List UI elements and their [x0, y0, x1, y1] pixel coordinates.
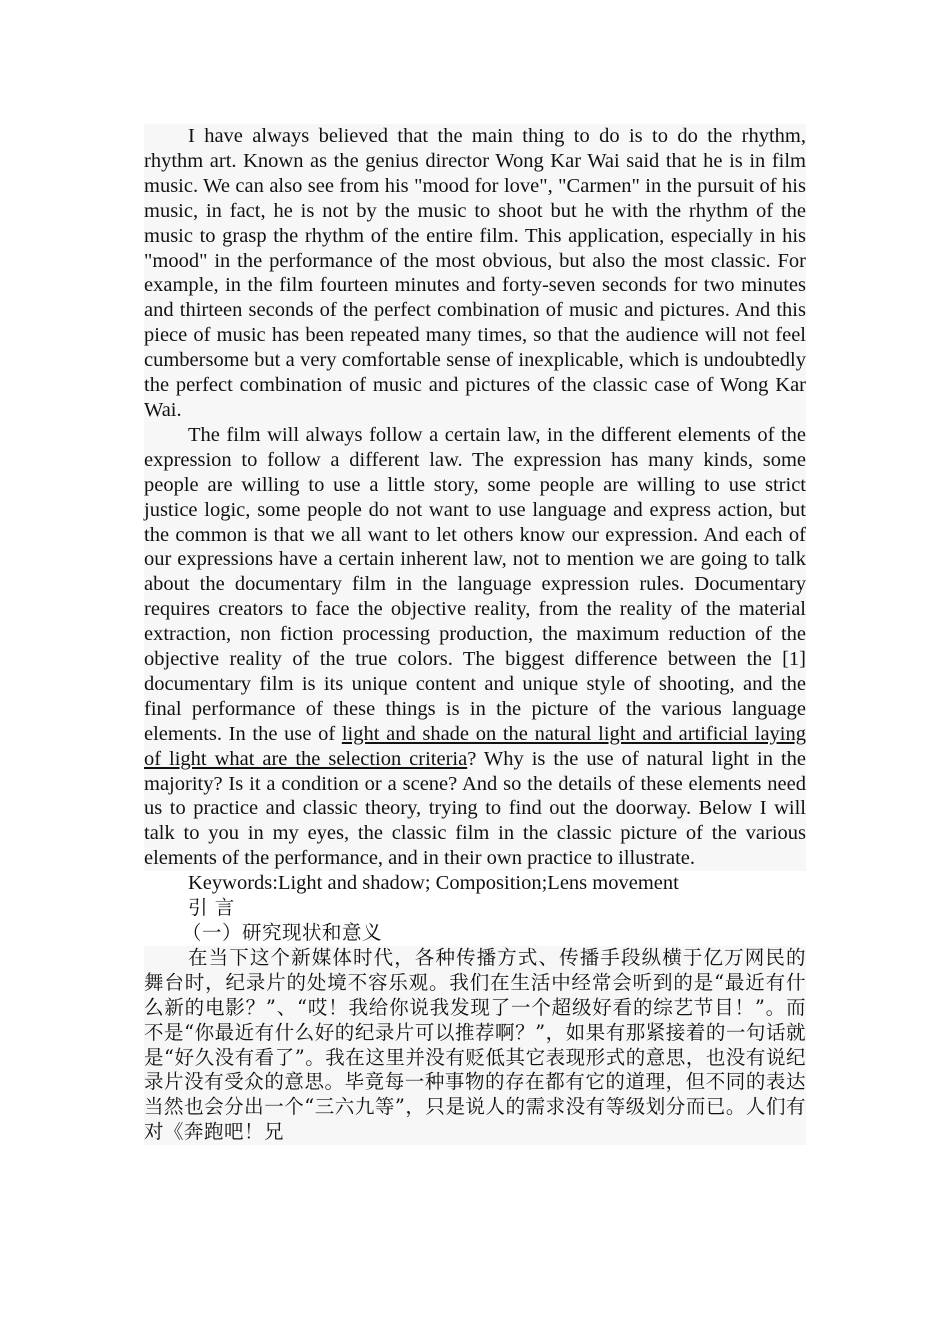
keywords-line: Keywords:Light and shadow; Composition;Lens movement [188, 872, 679, 895]
section-heading: （一）研究现状和意义 [182, 921, 383, 944]
paragraph-text-start: The film will always follow a certain law, in the different elements of the expression to follow a different law. The expression has many kinds, some people are willing to use a little story, some people are willing to use strict justice logic, some people do not want to use language and express action, but the common is that we all want to let others know our expression. And each of our expressions have a certain inherent law, not to mention we are going to talk about the documentary film in the language expression rules. Documentary requires creators to face the objective reality, from the reality of the material extraction, non fiction processing production, the maximum reduction of the objective reality of the true colors. The biggest difference between the [1] documentary film is its unique content and unique style of shooting, and the final performance of these things is in the picture of the various language elements. In the use of [144, 423, 806, 745]
body-paragraph-chinese: 在当下这个新媒体时代，各种传播方式、传播手段纵横于亿万网民的舞台时，纪录片的处境不容乐观。我们在生活中经常会听到的是“最近有什么新的电影？”、“哎！我给你说我发现了一个超级好看的综艺节目！”。而不是“你最近有什么好的纪录片可以推荐啊？”，如果有那紧接着的一句话就是“好久没有看了”。我在这里并没有贬低其它表现形式的意思，也没有说纪录片没有受众的意思。毕竟每一种事物的存在都有它的道理，但不同的表达当然也会分出一个“三六九等”，只是说人的需求没有等级划分而已。人们有对《奔跑吧！兄 [144, 945, 806, 1144]
intro-heading: 引 言 [188, 896, 235, 920]
body-paragraph-rhythm: I have always believed that the main thing to do is to do the rhythm, rhythm art. Known as the genius director Wong Kar Wai said that he is in film music. We can also see from his "mood for love", "Carmen" in the pursuit of his music, in fact, he is not by the music to shoot but he with the rhythm of the music to grasp the rhythm of the entire film. This application, especially in his "mood" in the performance of the most obvious, but also the most classic. For example, in the film fourteen minutes and forty-seven seconds for two minutes and thirteen seconds of the perfect combination of music and pictures. And this piece of music has been repeated many times, so that the audience will not feel cumbersome but a very comfortable sense of inexplicable, which is undoubtedly the perfect combination of music and pictures of the classic case of Wong Kar Wai. [144, 125, 806, 421]
document-page [144, 124, 806, 1145]
body-paragraph-documentary-law [144, 423, 806, 871]
underlined-phrase: light and shade on the natural light and artificial laying of light what are the selection criteria [144, 722, 806, 770]
paragraph-text-end: ? Why is the use of natural light in the majority? Is it a condition or a scene? And so the details of these elements need us to practice and classic theory, trying to find out the doorway. Below I will talk to you in my eyes, the classic film in the classic picture of the various elements of the performance, and in their own practice to illustrate. [144, 747, 806, 870]
